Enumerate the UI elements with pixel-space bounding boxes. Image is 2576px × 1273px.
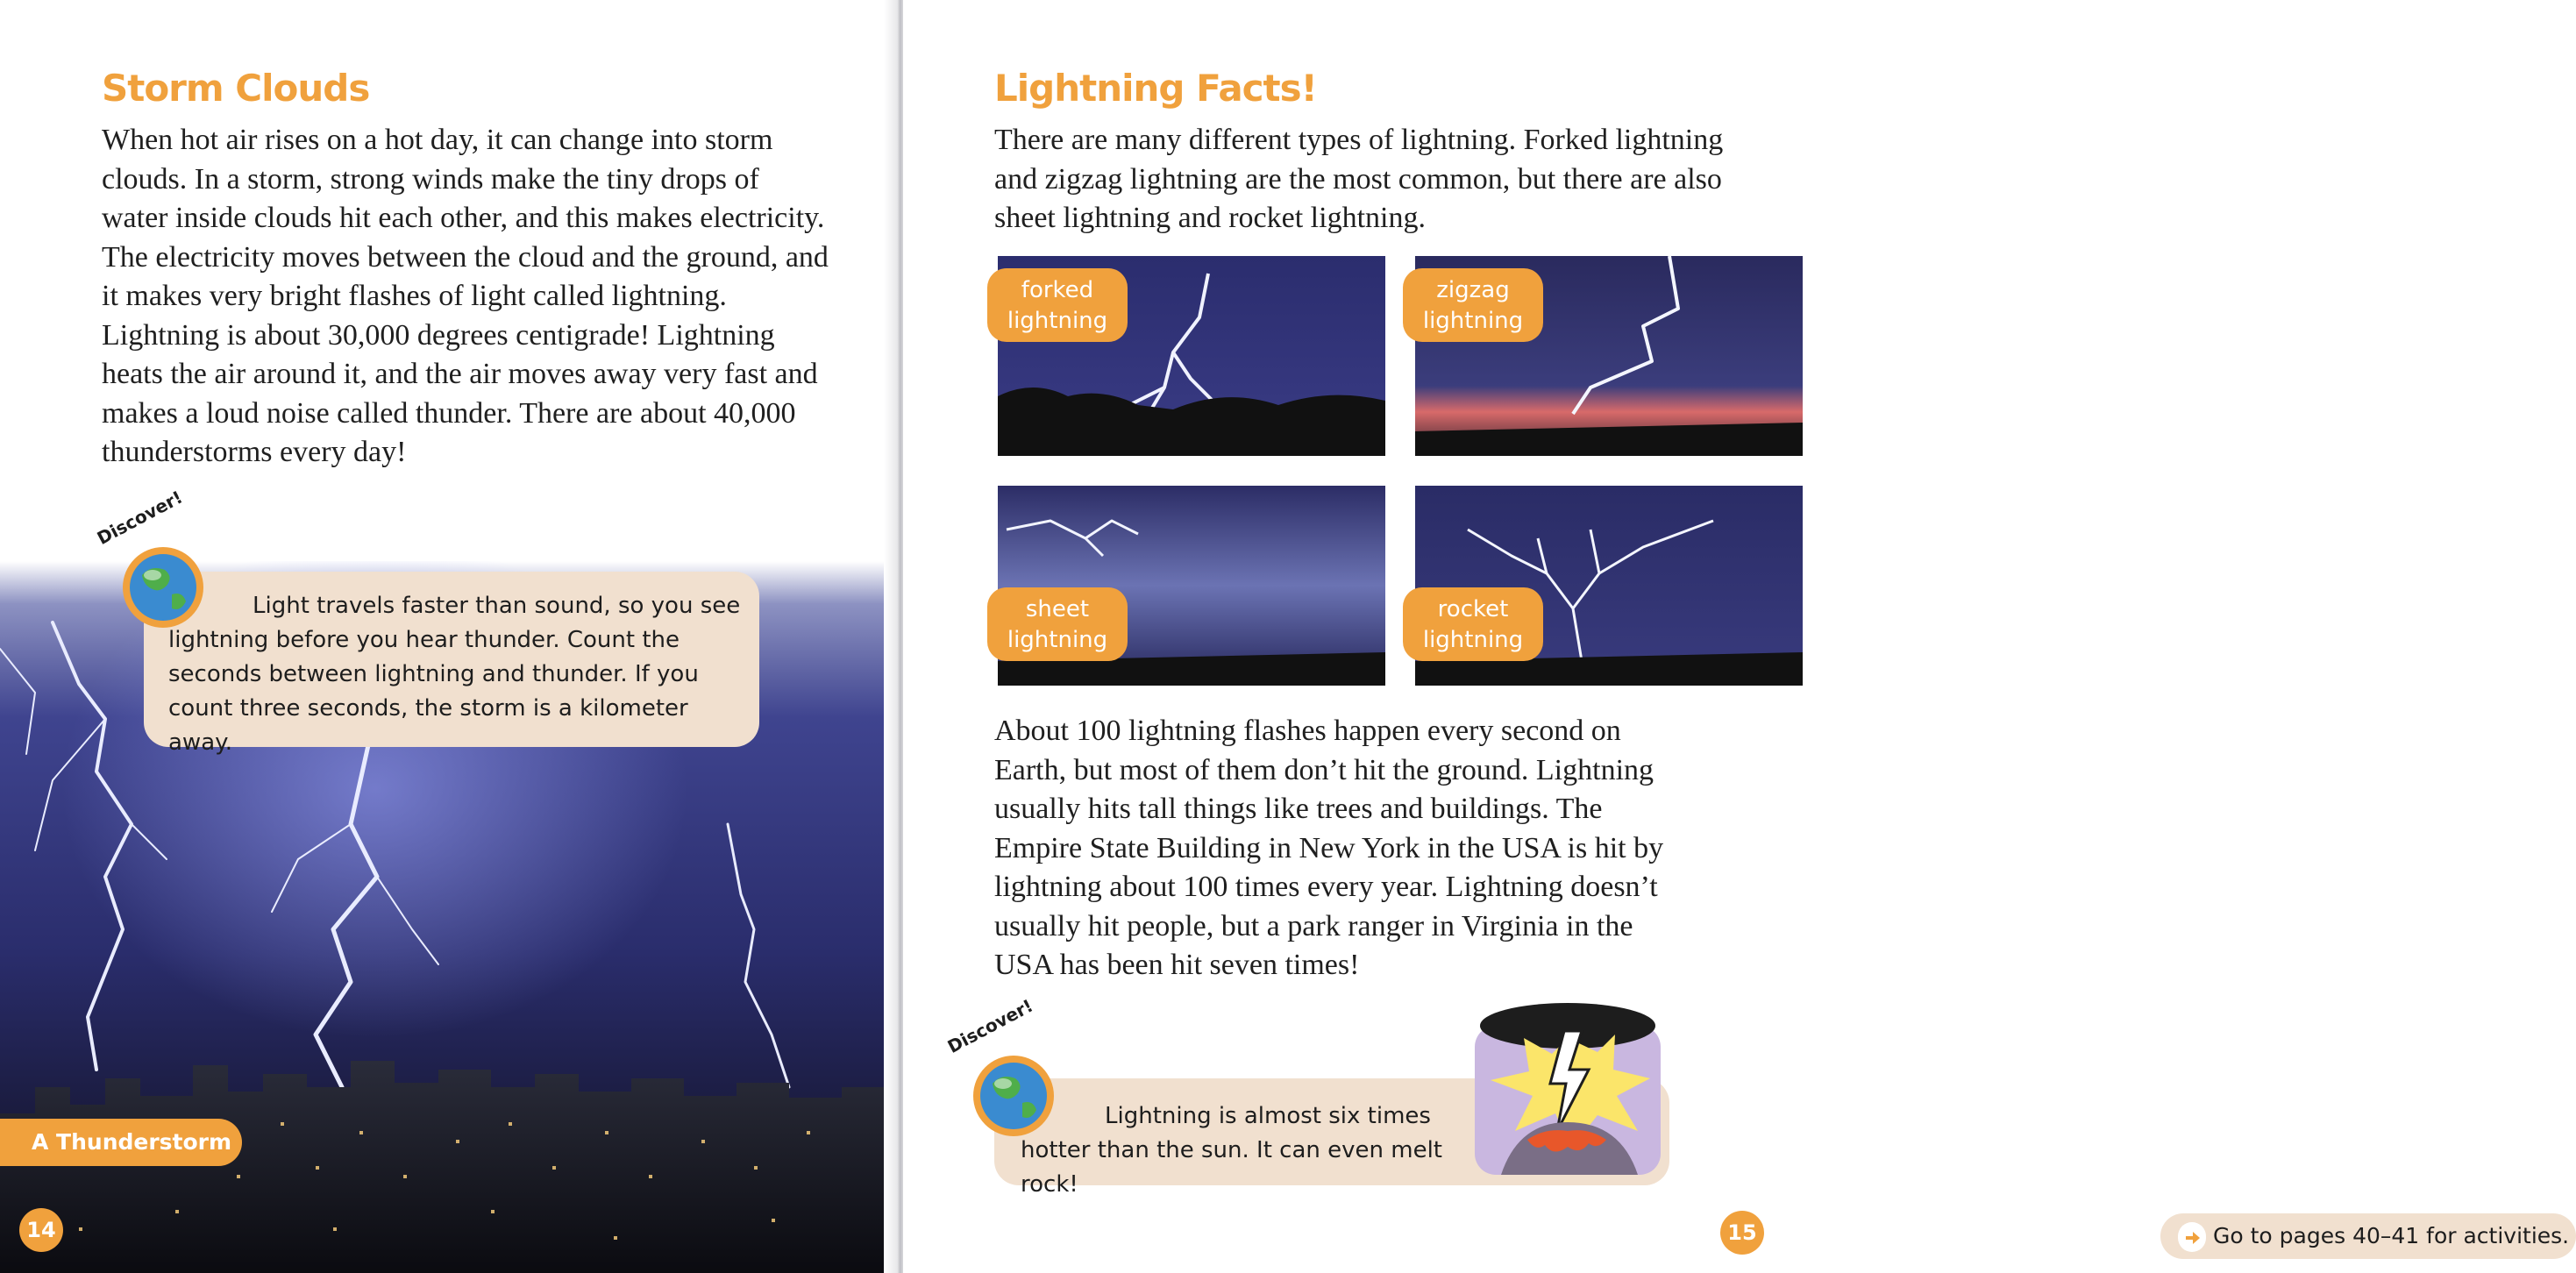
discover-fact-box: [144, 572, 759, 756]
left-page: [0, 0, 893, 1273]
lightning-facts-paragraph: About 100 lightning flashes happen every second on Earth, but most of them don’t hit the ground. Lightning usually hits tall things like trees and buildings. The Empire State Building in New York in the USA is hit by lightning about 100 times every year. Lightning doesn’t usually hit people, but a park ranger in Virginia in the USA has been hit seven times!: [994, 715, 1664, 981]
activities-link[interactable]: [2160, 1213, 2576, 1259]
page-number: 15: [1720, 1211, 1764, 1255]
discover-badge-label: Discover!: [93, 486, 187, 549]
forked-lightning-image: [998, 256, 1385, 456]
right-page: [903, 0, 2570, 1273]
discover-fact-text: Lightning is almost six times hotter than the sun. It can even melt rock!: [1021, 1103, 1442, 1198]
activities-link-label: Go to pages 40–41 for activities.: [2213, 1223, 2570, 1248]
discover-globe-badge: [943, 994, 1071, 1157]
storm-clouds-paragraph: When hot air rises on a hot day, it can change into storm clouds. In a storm, strong winds make the tiny drops of water inside clouds hit each other, and this makes electricity. The electricity moves between the cloud and the ground, and it makes very bright flashes of light called lightning. Lightning is about 30,000 degrees centigrade! Lightning heats the air around it, and the air moves away very fast and makes a loud noise called thunder. There are about 40,000 thunderstorms every day!: [102, 124, 829, 468]
page-heading-storm-clouds: Storm Clouds: [102, 67, 370, 110]
sheet-lightning-image: [998, 486, 1385, 686]
label-zigzag-lightning: zigzag lightning: [1403, 268, 1543, 342]
label-sheet-lightning: sheet lightning: [987, 587, 1128, 661]
discover-globe-badge: [93, 486, 221, 649]
zigzag-lightning-image: [1415, 256, 1803, 456]
page-number: 14: [19, 1208, 63, 1252]
melting-rock-illustration: [1466, 999, 1669, 1182]
rocket-lightning-image: [1415, 486, 1803, 686]
lightning-intro-paragraph: There are many different types of lightning. Forked lightning and zigzag lightning are the most common, but there are also sheet lightning and rocket lightning.: [994, 124, 1724, 234]
photo-caption: A Thunderstorm: [0, 1119, 242, 1166]
discover-fact-text: Light travels faster than sound, so you see lightning before you hear thunder. Count the seconds between lightning and thunder. If you count three seconds, the storm is a kilometer away.: [168, 593, 741, 756]
discover-badge-label: Discover!: [943, 994, 1037, 1057]
page-heading-lightning-facts: Lightning Facts!: [994, 67, 1317, 110]
label-forked-lightning: forked lightning: [987, 268, 1128, 342]
label-rocket-lightning: rocket lightning: [1403, 587, 1543, 661]
arrow-right-icon: [2178, 1222, 2206, 1250]
